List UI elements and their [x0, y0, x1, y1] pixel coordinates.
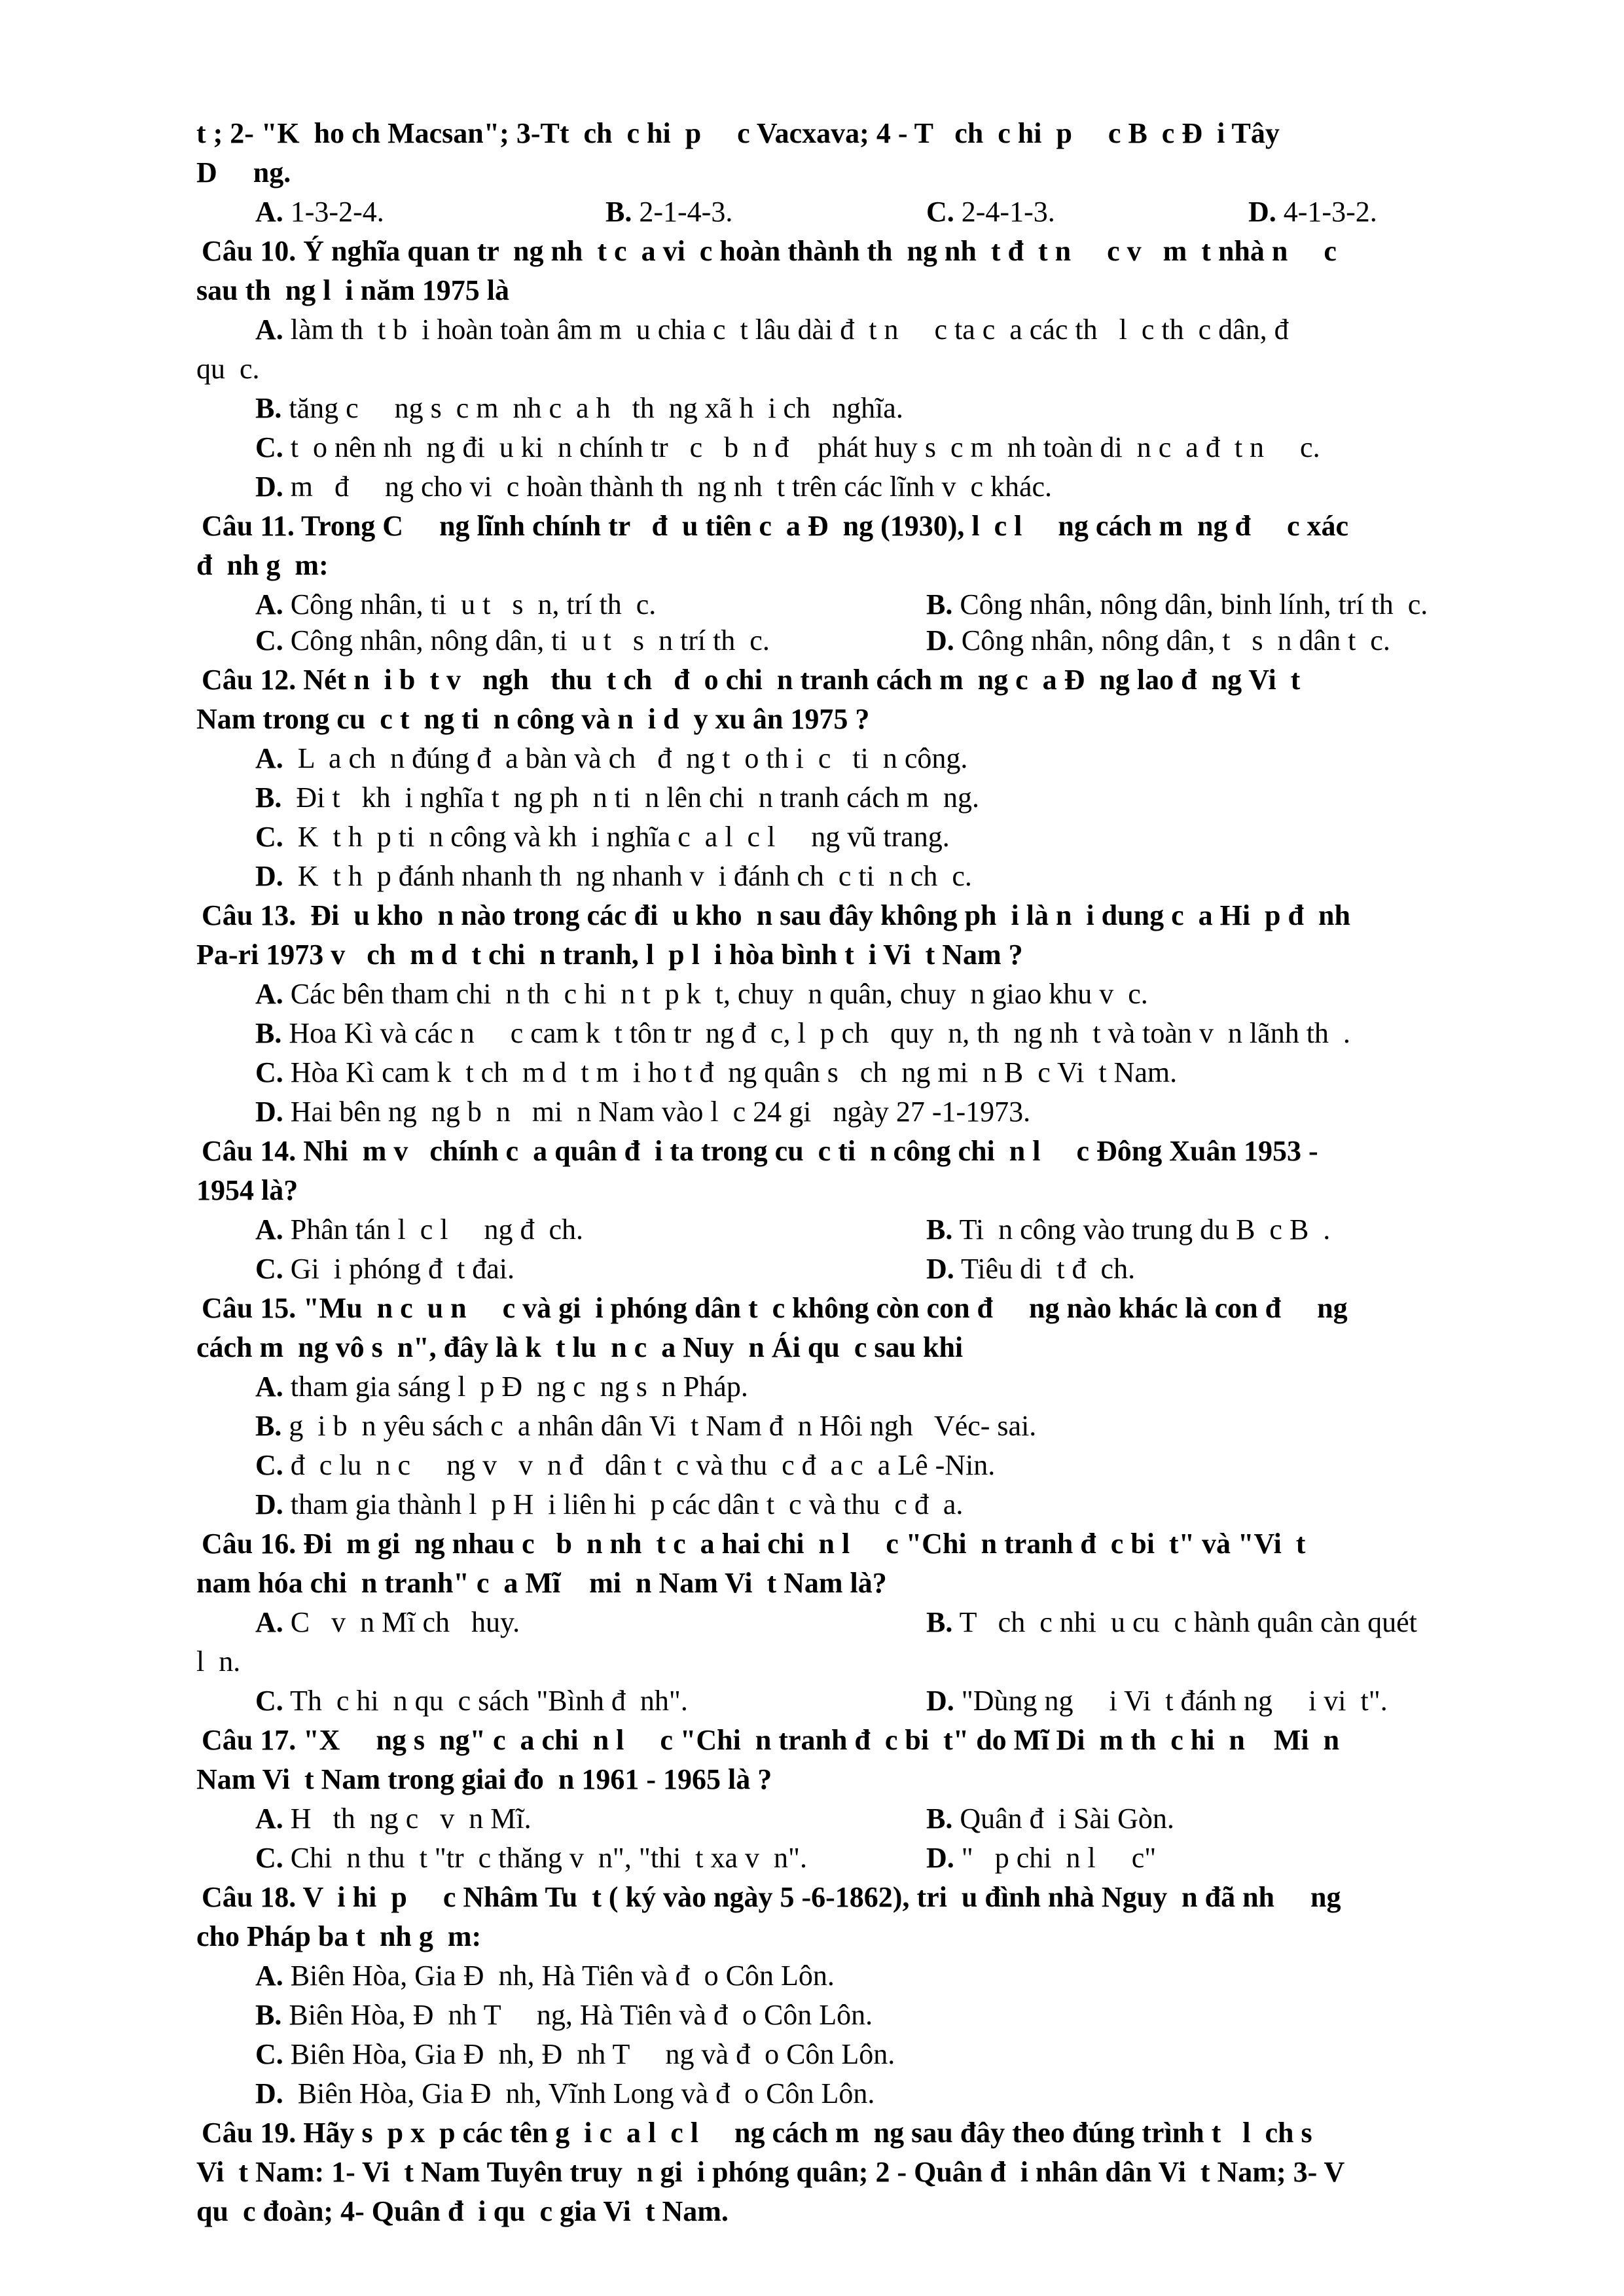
q10-option-d[interactable]: D. m đ ng cho vi c hoàn thành th ng nh t trên các lĩnh v c khác.: [255, 471, 1053, 503]
q10-stem-line2: sau th ng l i năm 1975 là: [196, 274, 509, 306]
q19-stem-line2: Vi t Nam: 1- Vi t Nam Tuyên truy n gi i phóng quân; 2 - Quân đ i nhân dân Vi t Nam; 3- V: [196, 2156, 1345, 2188]
q11-stem-line2: đ nh g m:: [196, 549, 329, 581]
q13-option-b[interactable]: B. Hoa Kì và các n c cam k t tôn tr ng đ c, l p ch quy n, th ng nh t và toàn v n lãnh th .: [255, 1017, 1350, 1049]
q10-option-c[interactable]: C. t o nên nh ng đi u ki n chính tr c b n đ phát huy s c m nh toàn di n c a đ t n c.: [255, 431, 1320, 463]
q18-option-c[interactable]: C. Biên Hòa, Gia Đ nh, Đ nh T ng và đ o Côn Lôn.: [255, 2038, 895, 2070]
q11-option-b[interactable]: B. Công nhân, nông dân, binh lính, trí th c.: [926, 588, 1428, 620]
q11-option-c[interactable]: C. Công nhân, nông dân, ti u t s n trí th c.: [255, 624, 770, 656]
q15-option-d[interactable]: D. tham gia thành l p H i liên hi p các dân t c và thu c đ a.: [255, 1488, 964, 1520]
q18-option-d[interactable]: D. Biên Hòa, Gia Đ nh, Vĩnh Long và đ o Côn Lôn.: [255, 2077, 875, 2109]
q9-option-c[interactable]: C. 2-4-1-3.: [926, 196, 1055, 228]
q18-stem-line1: Câu 18. V i hi p c Nhâm Tu t ( ký vào ngày 5 -6-1862), tri u đình nhà Nguy n đã nh ng: [202, 1881, 1341, 1913]
q9-option-d[interactable]: D. 4-1-3-2.: [1248, 196, 1377, 228]
q10-option-a[interactable]: A. làm th t b i hoàn toàn âm m u chia c t lâu dài đ t n c ta c a các th l c th c dân, đ: [255, 314, 1289, 346]
q17-stem-line2: Nam Vi t Nam trong giai đo n 1961 - 1965 là ?: [196, 1763, 772, 1795]
q11-option-a[interactable]: A. Công nhân, ti u t s n, trí th c.: [255, 588, 657, 620]
q13-option-a[interactable]: A. Các bên tham chi n th c hi n t p k t, chuy n quân, chuy n giao khu v c.: [255, 978, 1148, 1010]
q12-stem-line1: Câu 12. Nét n i b t v ngh thu t ch đ o chi n tranh cách m ng c a Đ ng lao đ ng Vi t: [202, 664, 1301, 696]
q19-stem-line1: Câu 19. Hãy s p x p các tên g i c a l c l ng cách m ng sau đây theo đúng trình t l ch s: [202, 2117, 1312, 2149]
q15-option-c[interactable]: C. đ c lu n c ng v v n đ dân t c và thu c đ a c a Lê -Nin.: [255, 1449, 996, 1481]
q9-option-b[interactable]: B. 2-1-4-3.: [605, 196, 733, 228]
q18-stem-line2: cho Pháp ba t nh g m:: [196, 1920, 482, 1952]
q9-stem-line1: t ; 2- "K ho ch Macsan"; 3-Tt ch c hi p c Vacxava; 4 - T ch c hi p c B c Đ i Tây: [196, 117, 1280, 149]
q17-option-c[interactable]: C. Chi n thu t "tr c thăng v n", "thi t xa v n".: [255, 1842, 808, 1874]
q13-option-c[interactable]: C. Hòa Kì cam k t ch m d t m i ho t đ ng quân s ch ng mi n B c Vi t Nam.: [255, 1056, 1178, 1088]
q14-option-b[interactable]: B. Ti n công vào trung du B c B .: [926, 1213, 1331, 1246]
q17-stem-line1: Câu 17. "X ng s ng" c a chi n l c "Chi n tranh đ c bi t" do Mĩ Di m th c hi n Mi n: [202, 1724, 1340, 1756]
q16-option-a[interactable]: A. C v n Mĩ ch huy.: [255, 1606, 520, 1638]
q14-option-a[interactable]: A. Phân tán l c l ng đ ch.: [255, 1213, 584, 1246]
q17-option-d[interactable]: D. " p chi n l c": [926, 1842, 1157, 1874]
q17-option-a[interactable]: A. H th ng c v n Mĩ.: [255, 1803, 532, 1835]
q13-option-d[interactable]: D. Hai bên ng ng b n mi n Nam vào l c 24 gi ngày 27 -1-1973.: [255, 1096, 1031, 1128]
q15-option-b[interactable]: B. g i b n yêu sách c a nhân dân Vi t Nam đ n Hôi ngh Véc- sai.: [255, 1410, 1037, 1442]
q11-option-d[interactable]: D. Công nhân, nông dân, t s n dân t c.: [926, 624, 1390, 656]
q12-option-d[interactable]: D. K t h p đánh nhanh th ng nhanh v i đánh ch c ti n ch c.: [255, 860, 972, 892]
q10-option-b[interactable]: B. tăng c ng s c m nh c a h th ng xã h i ch nghĩa.: [255, 392, 903, 424]
q12-option-c[interactable]: C. K t h p ti n công và kh i nghĩa c a l c l ng vũ trang.: [255, 821, 950, 853]
q19-stem-line3: qu c đoàn; 4- Quân đ i qu c gia Vi t Nam.: [196, 2195, 729, 2227]
q15-option-a[interactable]: A. tham gia sáng l p Đ ng c ng s n Pháp.: [255, 1371, 748, 1403]
q10-stem-line1: Câu 10. Ý nghĩa quan tr ng nh t c a vi c hoàn thành th ng nh t đ t n c v m t nhà n c: [202, 235, 1337, 267]
q17-option-b[interactable]: B. Quân đ i Sài Gòn.: [926, 1803, 1174, 1835]
q16-option-b[interactable]: B. T ch c nhi u cu c hành quân càn quét: [926, 1606, 1417, 1638]
q15-stem-line2: cách m ng vô s n", đây là k t lu n c a Nuy n Ái qu c sau khi: [196, 1331, 964, 1363]
q16-option-c[interactable]: C. Th c hi n qu c sách "Bình đ nh".: [255, 1685, 688, 1717]
q14-stem-line2: 1954 là?: [196, 1174, 298, 1206]
q14-stem-line1: Câu 14. Nhi m v chính c a quân đ i ta trong cu c ti n công chi n l c Đông Xuân 1953 -: [202, 1135, 1318, 1167]
q16-option-d[interactable]: D. "Dùng ng i Vi t đánh ng i vi t".: [926, 1685, 1388, 1717]
q12-stem-line2: Nam trong cu c t ng ti n công và n i d y xu ân 1975 ?: [196, 703, 870, 735]
q12-option-b[interactable]: B. Đi t kh i nghĩa t ng ph n ti n lên chi n tranh cách m ng.: [255, 781, 979, 814]
q16-stem-line1: Câu 16. Đi m gi ng nhau c b n nh t c a hai chi n l c "Chi n tranh đ c bi t" và "Vi t: [202, 1528, 1306, 1560]
q18-option-a[interactable]: A. Biên Hòa, Gia Đ nh, Hà Tiên và đ o Côn Lôn.: [255, 1960, 835, 1992]
q13-stem-line2: Pa-ri 1973 v ch m d t chi n tranh, l p l i hòa bình t i Vi t Nam ?: [196, 939, 1023, 971]
q15-stem-line1: Câu 15. "Mu n c u n c và gi i phóng dân t c không còn con đ ng nào khác là con đ ng: [202, 1292, 1348, 1324]
q10-option-a-cont: qu c.: [196, 353, 260, 385]
q11-stem-line1: Câu 11. Trong C ng lĩnh chính tr đ u tiên c a Đ ng (1930), l c l ng cách m ng đ c xác: [202, 510, 1349, 542]
q9-option-a[interactable]: A. 1-3-2-4.: [255, 196, 384, 228]
q13-stem-line1: Câu 13. Đi u kho n nào trong các đi u kho n sau đây không ph i là n i dung c a Hi p đ nh: [202, 899, 1350, 931]
q9-stem-line2: D ng.: [196, 156, 291, 188]
q16-stem-line2: nam hóa chi n tranh" c a Mĩ mi n Nam Vi t Nam là?: [196, 1567, 887, 1599]
q12-option-a[interactable]: A. L a ch n đúng đ a bàn và ch đ ng t o th i c ti n công.: [255, 742, 968, 774]
q14-option-d[interactable]: D. Tiêu di t đ ch.: [926, 1253, 1136, 1285]
q16-option-b-cont: l n.: [196, 1645, 241, 1677]
q18-option-b[interactable]: B. Biên Hòa, Đ nh T ng, Hà Tiên và đ o Côn Lôn.: [255, 1999, 873, 2031]
q14-option-c[interactable]: C. Gi i phóng đ t đai.: [255, 1253, 514, 1285]
